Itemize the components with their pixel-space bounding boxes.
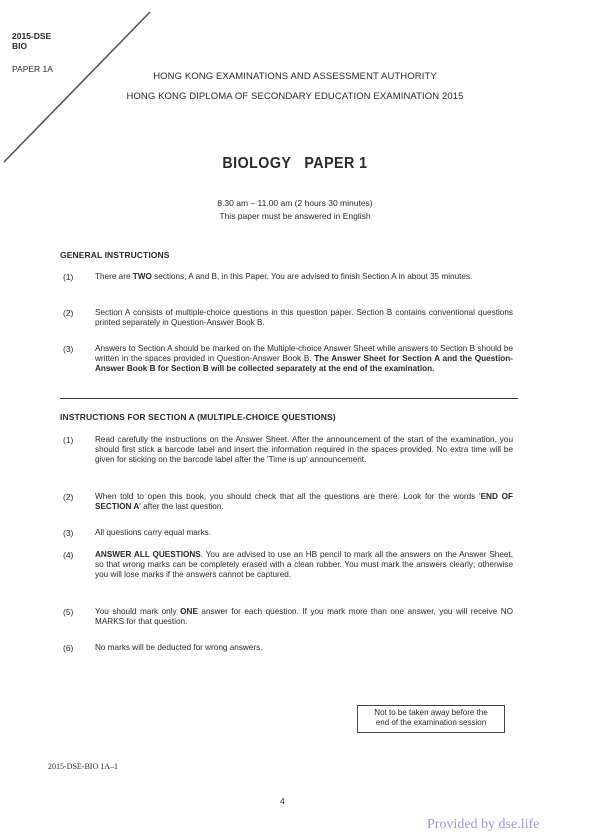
- corner-code: [12, 31, 51, 51]
- notice-line-2: end of the examination session: [375, 718, 487, 727]
- text-part: You should mark only: [95, 607, 181, 616]
- text-bold: The Answer Sheet for Section A and the Question-Answer Book B for Section B will be collected separately at the end of the examination.: [95, 354, 514, 374]
- language-note: This paper must be answered in English: [219, 211, 371, 221]
- text-part: . You are advised to use an HB pencil to mark all the answers on the Answer Sheet, so that wrong marks can be completely erased with a clean rubber. You must mark the answers clearly; otherwise you will lose marks if the answers cannot be captured.: [95, 550, 513, 580]
- corner-paper: PAPER 1A: [12, 64, 53, 74]
- section-a-heading: INSTRUCTIONS FOR SECTION A (MULTIPLE-CHOICE QUESTIONS): [60, 412, 336, 422]
- corner-subject: BIO: [12, 41, 28, 51]
- section-divider: [60, 398, 518, 399]
- instruction-text: [95, 344, 513, 375]
- watermark-text: Provided by dse.life: [427, 817, 540, 832]
- text-part: No marks will be deducted for wrong answers.: [95, 643, 263, 652]
- instruction-number: (3): [63, 344, 74, 354]
- instruction-number: (4): [63, 550, 74, 560]
- text-part: answer for each question. If you mark more than one answer, you will receive NO MARKS for that question.: [95, 607, 513, 627]
- text-bold: ANSWER ALL QUESTIONS: [95, 550, 201, 559]
- general-instructions-heading: GENERAL INSTRUCTIONS: [60, 250, 170, 260]
- corner-diagonal-line: [0, 0, 160, 170]
- instruction-number: (3): [63, 528, 74, 538]
- page-footer-code: 2015-DSE-BIO 1A–1: [48, 762, 118, 771]
- instruction-text: [95, 308, 513, 328]
- instruction-number: (5): [63, 607, 74, 617]
- text-part: Answers to Section A should be marked on the Multiple-choice Answer Sheet while answers to Section B should be written in the spaces provided in Question-Answer Book B.: [95, 344, 513, 364]
- instruction-text: [95, 272, 513, 282]
- text-part: Read carefully the instructions on the Answer Sheet. After the announcement of the start of the examination, you should first stick a barcode label and insert the information required in the spaces provided. No extra time will be given for sticking on the barcode label after the 'Time is up' announcement.: [95, 435, 513, 465]
- text-part: All questions carry equal marks.: [95, 528, 212, 537]
- instruction-text: [95, 550, 513, 581]
- exam-name: HONG KONG DIPLOMA OF SECONDARY EDUCATION EXAMINATION 2015: [126, 91, 464, 102]
- instruction-text: [95, 643, 513, 653]
- instruction-text: [95, 528, 513, 538]
- notice-line-1: Not to be taken away before the: [374, 708, 488, 717]
- text-part: sections, A and B, in this Paper. You are advised to finish Section A in about 35 minutes.: [151, 272, 473, 281]
- text-bold: END OF SECTION A: [95, 492, 514, 512]
- instruction-text: [95, 435, 513, 466]
- text-bold: ONE: [180, 607, 198, 616]
- authority-name: HONG KONG EXAMINATIONS AND ASSESSMENT AUTHORITY: [153, 71, 437, 82]
- page-number: 4: [280, 796, 285, 806]
- instruction-number: (2): [63, 492, 74, 502]
- paper-title: BIOLOGY PAPER 1: [222, 155, 368, 172]
- text-part: ' after the last question.: [139, 502, 224, 512]
- instruction-text: [95, 607, 513, 627]
- instruction-number: (1): [63, 435, 74, 445]
- instruction-number: (1): [63, 272, 74, 282]
- not-to-be-taken-notice: [357, 705, 505, 733]
- instruction-number: (2): [63, 308, 74, 318]
- corner-exam-code: 2015-DSE: [12, 31, 52, 41]
- text-part: When told to open this book, you should check that all the questions are there. Look for the words ': [95, 492, 481, 501]
- exam-time: 8.30 am – 11.00 am (2 hours 30 minutes): [217, 198, 373, 208]
- instruction-number: (6): [63, 643, 74, 653]
- text-part: Section A consists of multiple-choice questions in this question paper. Section B contains conventional questions printed separately in Question-Answer Book B.: [95, 308, 513, 328]
- instruction-text: [95, 492, 513, 512]
- text-bold: TWO: [132, 272, 152, 281]
- text-part: There are: [95, 272, 133, 281]
